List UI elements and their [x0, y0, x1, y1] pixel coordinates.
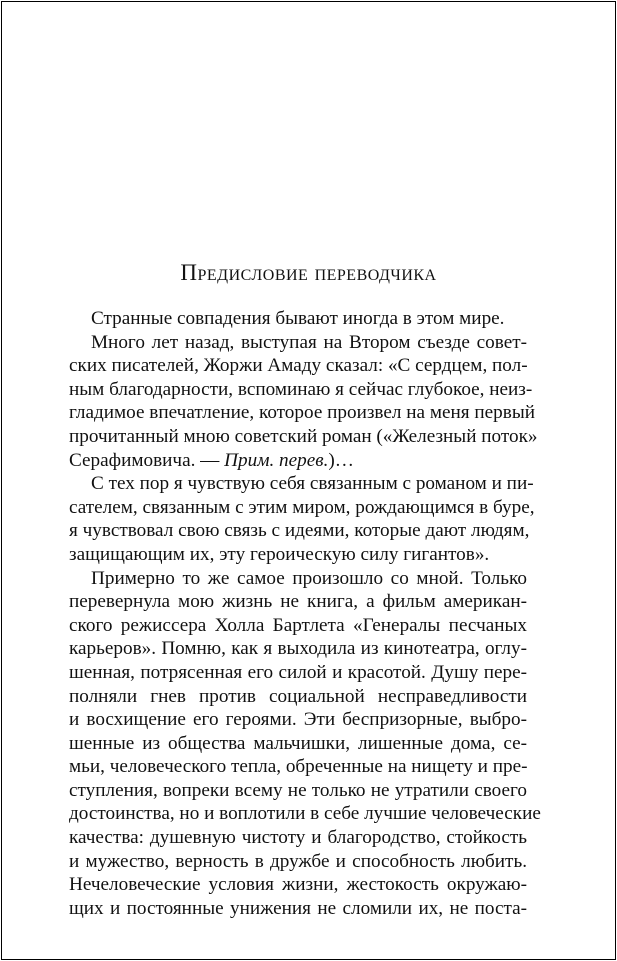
text-line: защищающим их, эту героическую силу гигантов». [69, 543, 490, 565]
text-line [69, 449, 527, 473]
text-line: мьи, человеческого тепла, обреченные на нищету и пре- [69, 756, 528, 778]
text-line: ских писателей, Жоржи Амаду сказал: «С сердцем, пол- [69, 355, 528, 377]
text-line: достоинства, но и воплотили в себе лучшие человеческие [69, 803, 541, 825]
italic-note: Прим. перев. [224, 449, 329, 471]
text-line: качества: душевную чистоту и благородство, стойкость [69, 827, 527, 849]
text-line: шенная, потрясенная его силой и красотой. Душу пере- [69, 661, 527, 683]
text-line: карьеров». Помню, как я выходила из кинотеатра, оглу- [69, 638, 527, 660]
text-line: ным благодарности, вспоминаю я сейчас глубокое, неиз- [69, 378, 533, 400]
text-fragment: Серафимовича. — [69, 449, 225, 471]
text-line: полняли гнев против социальной несправедливости [69, 685, 527, 707]
body-text [69, 307, 541, 920]
book-page [1, 1, 616, 960]
text-line: сателем, связанным с этим миром, рождающимся в буре, [69, 496, 535, 518]
text-line: я чувствовал свою связь с идеями, которые дают людям, [69, 520, 530, 542]
text-line: ступления, вопреки всему не только не утратили своего [69, 779, 527, 801]
text-line: С тех пор я чувствую себя связанным с романом и пи- [91, 473, 534, 495]
text-line: Много лет назад, выступая на Втором съезде совет- [91, 331, 527, 353]
chapter-title: Предисловие переводчика [180, 260, 437, 285]
text-line: перевернула мою жизнь не книга, а фильм американ- [69, 591, 527, 613]
text-line: Странные совпадения бывают иногда в этом мире. [91, 308, 505, 329]
text-line: шенные из общества мальчишки, лишенные дома, се- [69, 732, 527, 754]
text-fragment: )… [328, 449, 354, 471]
text-line: и мужество, верность в дружбе и способность любить. [69, 850, 527, 872]
text-line: и восхищение его героями. Эти беспризорные, выбро- [69, 709, 527, 731]
text-line: щих и постоянные унижения не сломили их, не поста- [69, 897, 527, 919]
text-line: ского режиссера Холла Бартлета «Генералы песчаных [69, 614, 527, 636]
text-line: прочитанный мною советский роман («Железный поток» [69, 425, 538, 447]
text-line: Нечеловеческие условия жизни, жестокость окружаю- [69, 874, 527, 896]
text-line: Примерно то же самое произошло со мной. Только [91, 567, 527, 589]
text-line: гладимое впечатление, которое произвел на меня первый [69, 402, 535, 424]
